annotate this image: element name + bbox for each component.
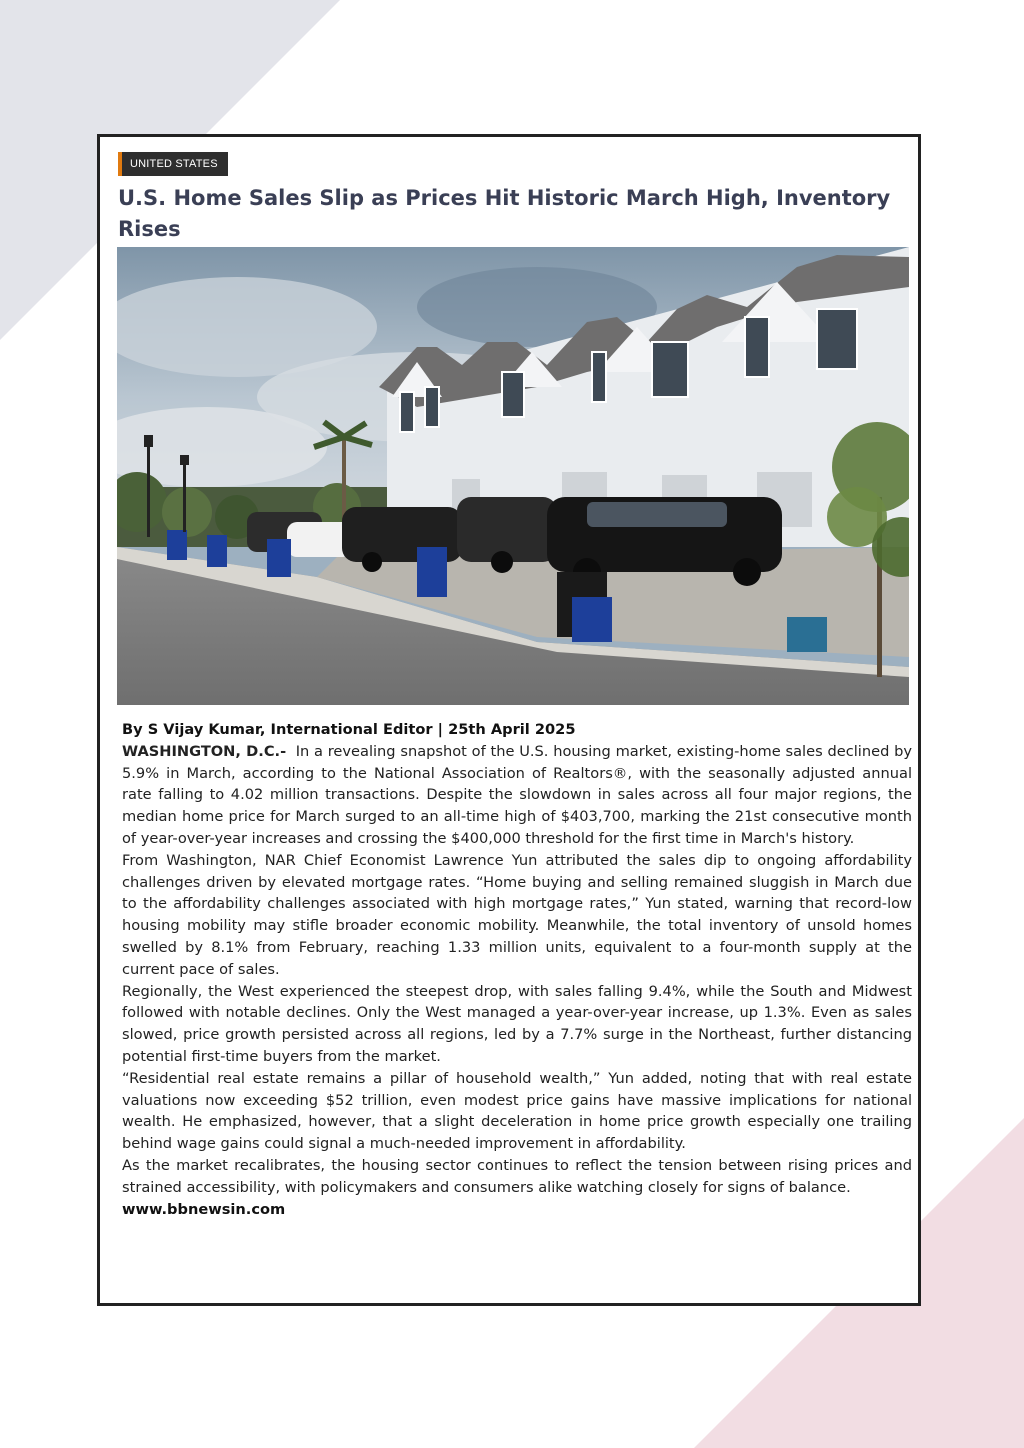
- dateline: WASHINGTON, D.C.-: [122, 742, 287, 760]
- byline: By S Vijay Kumar, International Editor | 25th April 2025: [122, 721, 576, 738]
- townhouses-photo: [117, 247, 909, 705]
- article-body: [122, 719, 912, 1220]
- article-paragraph: As the market recalibrates, the housing sector continues to reflect the tension between rising prices and strained accessibility, with policymakers and consumers alike watching closely for signs of balance.: [122, 1156, 912, 1196]
- article-paragraph: Regionally, the West experienced the steepest drop, with sales falling 9.4%, while the South and Midwest followed with notable declines. Only the West managed a year-over-year increase, up 1.3%. Even as sales slowed, price growth persisted across all regions, led by a 7.7% surge in the Northeast, further distancing potential first-time buyers from the market.: [122, 982, 912, 1065]
- article-paragraph: From Washington, NAR Chief Economist Lawrence Yun attributed the sales dip to ongoing affordability challenges driven by elevated mortgage rates. “Home buying and selling remained sluggish in March due to the affordability challenges associated with high mortgage rates,” Yun stated, warning that record-low housing mobility may stifle broader economic mobility. Meanwhile, the total inventory of unsold homes swelled by 8.1% from February, reaching 1.33 million units, equivalent to a four-month supply at the current pace of sales.: [122, 851, 912, 978]
- paragraph-text: In a revealing snapshot of the U.S. housing market, existing-home sales declined by 5.9% in March, according to the National Association of Realtors®, with the seasonally adjusted annual rate falling to 4.02 million transactions. Despite the slowdown in sales across all four major regions, the median home price for March surged to an all-time high of $403,700, marking the 21st consecutive month of year-over-year increases and crossing the $400,000 threshold for the first time in March's history.: [122, 742, 913, 847]
- category-tag[interactable]: UNITED STATES: [118, 152, 228, 176]
- article-paragraph: [122, 741, 912, 850]
- article-paragraph: “Residential real estate remains a pillar of household wealth,” Yun added, noting that with real estate valuations now exceeding $52 trillion, even modest price gains have massive implications for national wealth. He emphasized, however, that a slight deceleration in home price growth especially one trailing behind wage gains could signal a much-needed improvement in affordability.: [122, 1069, 912, 1153]
- website-link[interactable]: www.bbnewsin.com: [122, 1200, 286, 1218]
- article-headline: U.S. Home Sales Slip as Prices Hit Historic March High, Inventory Rises: [118, 186, 891, 241]
- article-card: [97, 134, 921, 1306]
